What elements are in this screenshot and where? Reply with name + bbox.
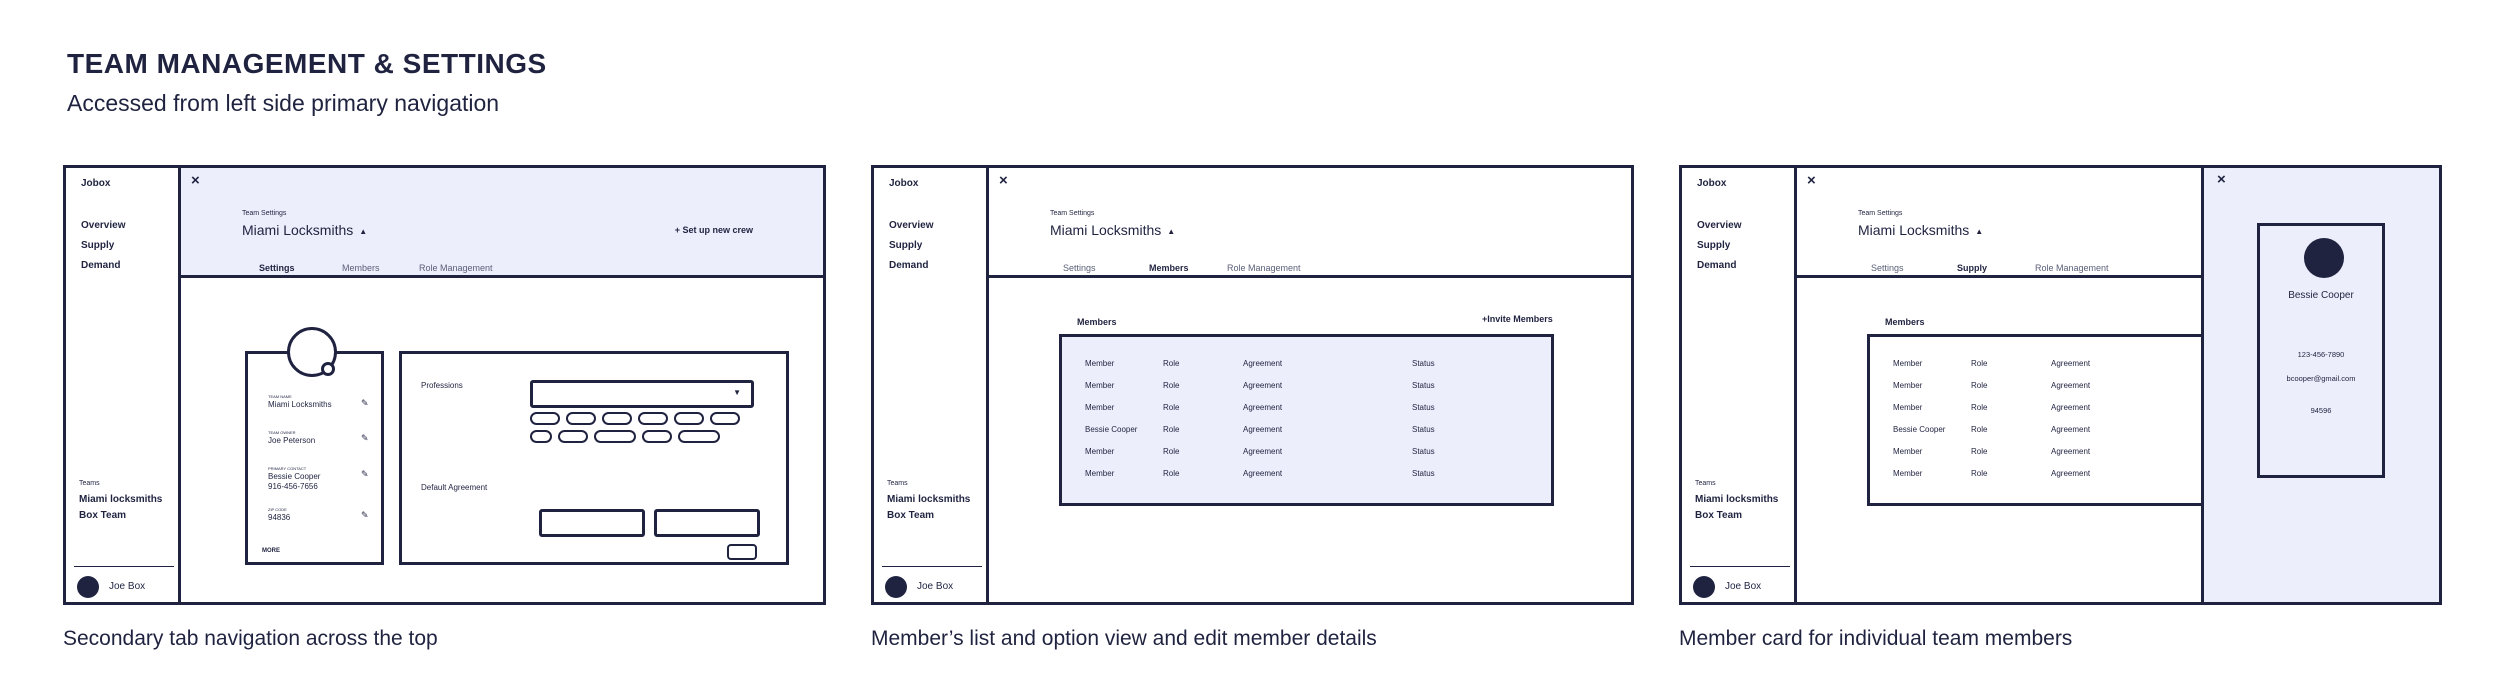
member-card-panel (2201, 168, 2442, 602)
tab-members[interactable]: Members (342, 263, 380, 273)
sidebar-item-supply[interactable]: Supply (81, 240, 115, 251)
team-switcher[interactable] (1858, 222, 1983, 238)
team-item-miami[interactable]: Miami locksmiths (79, 494, 163, 505)
caret-up-icon: ▲ (359, 226, 368, 236)
tab-settings[interactable]: Settings (1871, 263, 1904, 273)
agreement-field[interactable] (654, 509, 760, 537)
profession-chip[interactable] (566, 412, 596, 425)
team-switcher[interactable] (242, 222, 367, 238)
chevron-down-icon: ▼ (733, 388, 741, 397)
more-link[interactable]: MORE (262, 548, 280, 554)
profession-chip[interactable] (530, 430, 552, 443)
profession-chip[interactable] (678, 430, 720, 443)
member-phone[interactable]: 123-456-7890 (2297, 350, 2345, 359)
team-settings-label: Team Settings (1050, 210, 1095, 217)
profession-chip[interactable] (558, 430, 588, 443)
brand-logo[interactable]: Jobox (1697, 178, 1727, 189)
professions-label: Professions (421, 381, 463, 390)
members-content (989, 278, 1631, 602)
team-item-box[interactable]: Box Team (79, 510, 127, 521)
team-settings-header (989, 168, 1631, 278)
field-label: ZIP CODE (268, 507, 287, 512)
setup-new-crew-link[interactable]: + Set up new crew (674, 225, 753, 235)
edit-icon[interactable]: ✎ (361, 398, 369, 408)
sidebar-item-overview[interactable]: Overview (81, 220, 126, 231)
edit-icon[interactable]: ✎ (361, 510, 369, 520)
caption-settings: Secondary tab navigation across the top (63, 627, 438, 650)
sidebar (1682, 168, 1797, 602)
teams-label: Teams (1695, 480, 1716, 487)
invite-members-button[interactable]: +Invite Members (1482, 314, 1553, 324)
wireframe-settings (63, 165, 826, 605)
field-value: Bessie Cooper (268, 472, 321, 481)
team-item-box[interactable]: Box Team (887, 510, 935, 521)
tab-settings[interactable]: Settings (259, 263, 295, 273)
member-email[interactable]: bcooper@gmail.com (2286, 374, 2356, 383)
avatar[interactable] (77, 576, 99, 598)
default-agreement-label: Default Agreement (421, 483, 488, 492)
field-label: TEAM OWNER (268, 430, 296, 435)
brand-logo[interactable]: Jobox (889, 178, 919, 189)
members-table: Member Role Agreement Status Member Role Agreement Status Member Role Agreement Status Bessie Cooper Role Agreement Status Member Role Agreement Status Member Role Agreement Status (1059, 334, 1554, 506)
sidebar (66, 168, 181, 602)
field-value: 916-456-7656 (268, 482, 318, 491)
divider (1690, 566, 1790, 567)
tab-role-management[interactable]: Role Management (1227, 263, 1301, 273)
tab-members[interactable]: Members (1149, 263, 1189, 273)
profession-chip[interactable] (594, 430, 636, 443)
avatar[interactable] (1693, 576, 1715, 598)
sidebar-item-overview[interactable]: Overview (1697, 220, 1742, 231)
sidebar-item-supply[interactable]: Supply (1697, 240, 1731, 251)
team-name: Miami Locksmiths (1050, 222, 1162, 238)
wireframe-members (871, 165, 1634, 605)
profession-chip[interactable] (674, 412, 704, 425)
caret-up-icon: ▲ (1167, 226, 1176, 236)
settings-content (181, 278, 823, 602)
user-name[interactable]: Joe Box (109, 581, 146, 592)
member-name: Bessie Cooper (2288, 290, 2354, 301)
sidebar-nav (1697, 220, 1741, 280)
member-card (2257, 223, 2385, 478)
sidebar-item-demand[interactable]: Demand (889, 260, 929, 271)
team-item-miami[interactable]: Miami locksmiths (887, 494, 971, 505)
avatar[interactable] (885, 576, 907, 598)
profession-chip[interactable] (710, 412, 740, 425)
team-profile-card (245, 351, 384, 565)
caption-members: Member’s list and option view and edit member details (871, 627, 1377, 650)
profession-chip[interactable] (638, 412, 668, 425)
sidebar-item-overview[interactable]: Overview (889, 220, 934, 231)
close-icon[interactable]: × (999, 172, 1008, 189)
sidebar-item-supply[interactable]: Supply (889, 240, 923, 251)
page-title: TEAM MANAGEMENT & SETTINGS (67, 48, 547, 79)
brand-logo[interactable]: Jobox (81, 178, 111, 189)
sidebar (874, 168, 989, 602)
tab-supply[interactable]: Supply (1957, 263, 1988, 273)
member-avatar (2304, 238, 2344, 278)
avatar-edit-badge[interactable] (321, 362, 335, 376)
sidebar-item-demand[interactable]: Demand (81, 260, 121, 271)
profession-chip[interactable] (642, 430, 672, 443)
field-label: TEAM NAME (268, 394, 292, 399)
edit-icon[interactable]: ✎ (361, 433, 369, 443)
caption-member-card: Member card for individual team members (1679, 627, 2073, 650)
close-icon[interactable]: × (191, 172, 200, 189)
team-settings-label: Team Settings (242, 210, 287, 217)
members-table: Member Role Agreement Member Role Agreement Member Role Agreement Bessie Cooper Role Agreement Member Role Agreement Member Role Agreement (1867, 334, 2267, 506)
team-name: Miami Locksmiths (1858, 222, 1970, 238)
close-icon[interactable]: × (1807, 172, 1816, 189)
wireframe-member-card (1679, 165, 2442, 605)
close-icon[interactable]: × (2217, 171, 2226, 188)
teams-label: Teams (887, 480, 908, 487)
profession-chip[interactable] (602, 412, 632, 425)
page-subtitle: Accessed from left side primary navigation (67, 90, 500, 116)
team-settings-header (181, 168, 823, 278)
teams-label: Teams (79, 480, 100, 487)
caret-up-icon: ▲ (1975, 226, 1984, 236)
team-settings-label: Team Settings (1858, 210, 1903, 217)
divider (882, 566, 982, 567)
sidebar-item-demand[interactable]: Demand (1697, 260, 1737, 271)
sidebar-nav (889, 220, 933, 280)
user-name[interactable]: Joe Box (1725, 581, 1762, 592)
tab-role-management[interactable]: Role Management (2035, 263, 2109, 273)
field-value: 94836 (268, 513, 291, 522)
sidebar-nav (81, 220, 125, 280)
tab-settings[interactable]: Settings (1063, 263, 1096, 273)
members-title: Members (1885, 317, 1925, 327)
profession-chip[interactable] (530, 412, 560, 425)
members-title: Members (1077, 317, 1117, 327)
field-value: Joe Peterson (268, 436, 316, 445)
professions-select[interactable] (530, 380, 754, 408)
agreement-field[interactable] (539, 509, 645, 537)
team-switcher[interactable] (1050, 222, 1175, 238)
edit-icon[interactable]: ✎ (361, 469, 369, 479)
team-item-miami[interactable]: Miami locksmiths (1695, 494, 1779, 505)
save-button[interactable] (727, 544, 757, 560)
field-label: PRIMARY CONTACT (268, 466, 307, 471)
member-zip: 94596 (2310, 406, 2332, 415)
field-value: Miami Locksmiths (268, 400, 332, 409)
divider (74, 566, 174, 567)
tab-role-management[interactable]: Role Management (419, 263, 493, 273)
team-details-card (399, 351, 789, 565)
team-item-box[interactable]: Box Team (1695, 510, 1743, 521)
team-name: Miami Locksmiths (242, 222, 354, 238)
user-name[interactable]: Joe Box (917, 581, 954, 592)
